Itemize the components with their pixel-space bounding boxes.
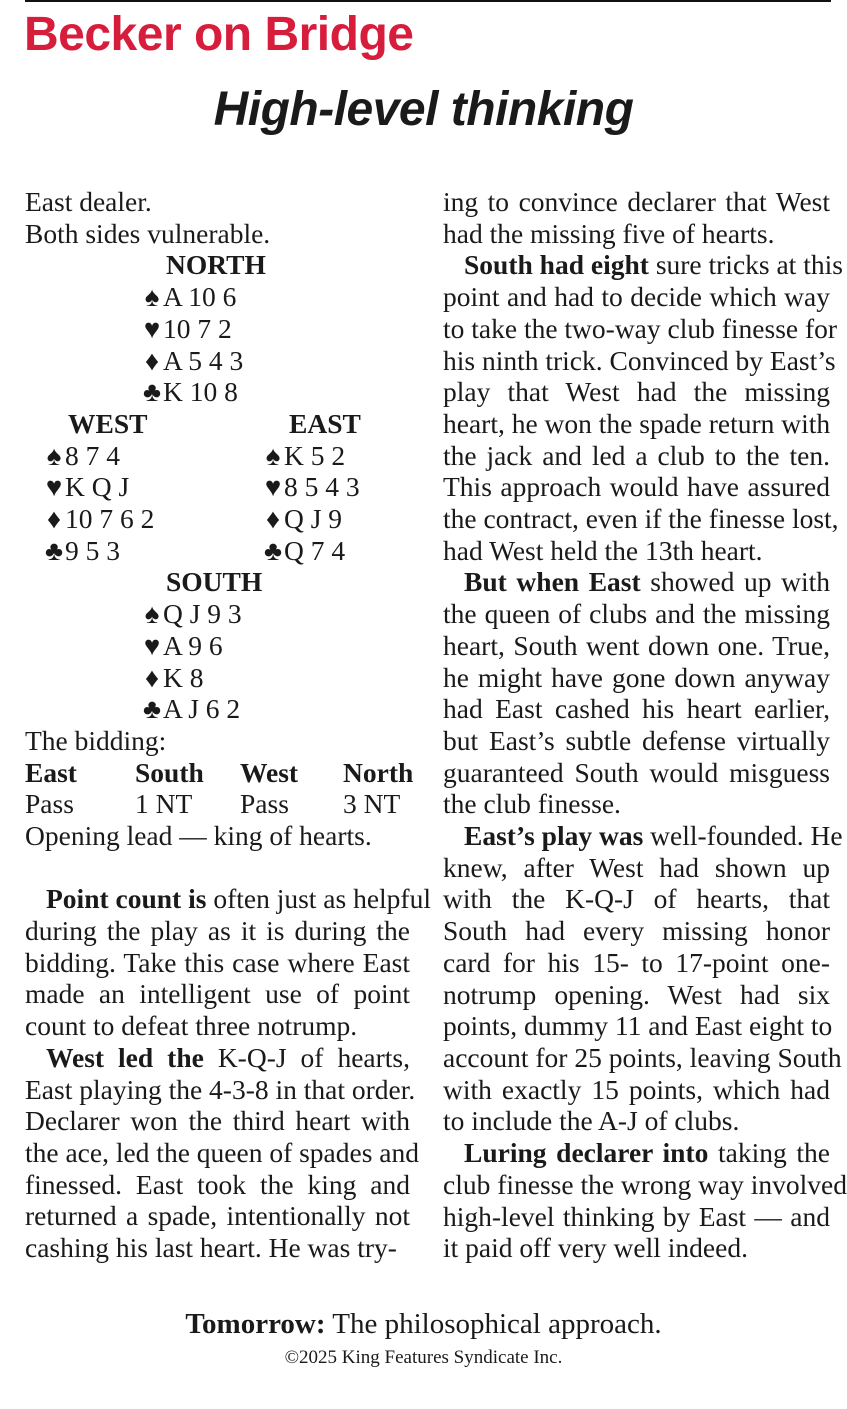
paragraph-line: heart, he won the spade return with (443, 407, 831, 439)
paragraph-line: points, dummy 11 and East eight to (443, 1010, 833, 1042)
bid-header-east: East (25, 756, 77, 788)
bid-header-north: North (343, 756, 414, 788)
bid-call-south: 1 NT (135, 788, 193, 820)
bid-header-west: West (240, 756, 299, 788)
paragraph-lead-in: But when East (464, 566, 641, 598)
paragraph-line: bidding. Take this case where East (25, 946, 410, 978)
bidding-calls-row (25, 788, 410, 820)
paragraph-line: but East’s subtle defense virtually (443, 724, 830, 756)
heart-icon: ♥ (264, 471, 282, 503)
right-column (443, 186, 847, 1264)
club-icon: ♣ (263, 534, 283, 566)
paragraph-text: well-founded. He (643, 820, 843, 852)
paragraph-lead-in: East’s play was (464, 820, 644, 852)
paragraph-line (443, 820, 843, 852)
east-clubs: Q 7 4 (284, 534, 346, 566)
south-diamonds: K 8 (163, 661, 204, 693)
heart-icon: ♥ (45, 471, 63, 503)
club-icon: ♣ (142, 376, 162, 408)
bidding-header-row (25, 756, 414, 789)
paragraph-line: club finesse the wrong way involved (443, 1168, 847, 1200)
paragraph-line: cashing his last heart. He was try- (25, 1232, 397, 1264)
left-column (25, 186, 431, 1264)
paragraph-lead-in: Luring declarer into (464, 1137, 709, 1169)
body-paragraph (443, 566, 830, 820)
tomorrow-text: The philosophical approach. (325, 1308, 662, 1340)
paragraph-line: made an intelligent use of point (25, 978, 410, 1010)
paragraph-line: the jack and led a club to the ten. (443, 439, 830, 471)
paragraph-line: notrump opening. West had six (443, 978, 830, 1010)
paragraph-line: had the missing five of hearts. (443, 217, 775, 249)
paragraph-line: guaranteed South would misguess (443, 756, 830, 788)
paragraph-line: during the play as it is during the (25, 915, 410, 947)
paragraph-line: This approach would have assured (443, 471, 830, 503)
paragraph-text: taking the (708, 1137, 830, 1169)
bid-call-north: 3 NT (343, 788, 401, 820)
paragraph-line (25, 883, 431, 915)
paragraph-text: K-Q-J of hearts, (203, 1041, 410, 1073)
paragraph-line (443, 566, 830, 598)
south-hearts: A 9 6 (163, 629, 223, 661)
body-paragraph (25, 1041, 419, 1264)
paragraph-line: count to defeat three notrump. (25, 1010, 358, 1042)
paragraph-text: often just as helpful (206, 883, 431, 915)
paragraph-line: had West held the 13th heart. (443, 534, 763, 566)
deal-diagram (25, 249, 410, 725)
paragraph-line (25, 1042, 410, 1074)
paragraph-text: showed up with (640, 566, 830, 598)
paragraph-line: play that West had the missing (443, 376, 830, 408)
south-label: SOUTH (166, 566, 263, 598)
south-clubs: A J 6 2 (163, 693, 241, 725)
east-diamonds: Q J 9 (284, 503, 343, 534)
bid-call-west: Pass (240, 788, 289, 820)
copyright-notice: ©2025 King Features Syndicate Inc. (284, 1347, 563, 1368)
body-paragraph (443, 186, 830, 249)
paragraph-line: point and had to decide which way (443, 281, 830, 313)
north-label: NORTH (166, 249, 266, 281)
paragraph-lead-in: West led the (46, 1041, 204, 1073)
paragraph-line: the queen of clubs and the missing (443, 598, 830, 630)
paragraph-line (443, 249, 843, 281)
heart-icon: ♥ (143, 629, 161, 661)
west-clubs: 9 5 3 (65, 534, 120, 566)
heart-icon: ♥ (143, 312, 161, 344)
body-paragraph (443, 249, 843, 566)
west-hand (43, 440, 154, 567)
diamond-icon: ♦ (144, 344, 160, 376)
club-icon: ♣ (44, 534, 64, 566)
south-hand (141, 598, 242, 725)
north-clubs: K 10 8 (163, 376, 238, 408)
west-hearts: K Q J (65, 471, 130, 503)
spade-icon: ♠ (144, 598, 160, 630)
paragraph-line: the club finesse. (443, 788, 621, 820)
diamond-icon: ♦ (265, 503, 281, 534)
paragraph-line: with the K-Q-J of hearts, that (443, 883, 830, 915)
north-spades: A 10 6 (163, 281, 237, 313)
spade-icon: ♠ (265, 439, 281, 471)
west-label: WEST (68, 407, 148, 439)
paragraph-line: his ninth trick. Convinced by East’s (443, 344, 836, 376)
paragraph-lead-in: South had eight (464, 249, 649, 281)
body-paragraph (443, 820, 843, 1137)
paragraph-line: to take the two-way club finesse for (443, 312, 838, 344)
body-paragraph (25, 883, 431, 1042)
tomorrow-teaser (0, 1306, 847, 1342)
paragraph-line: South had every missing honor (443, 915, 830, 947)
spade-icon: ♠ (144, 281, 160, 313)
paragraph-line: high-level thinking by East — and (443, 1200, 830, 1232)
paragraph-line: the ace, led the queen of spades and (25, 1137, 419, 1168)
west-spades: 8 7 4 (65, 439, 120, 471)
club-icon: ♣ (142, 693, 162, 725)
spade-icon: ♠ (46, 439, 62, 471)
west-diamonds: 10 7 6 2 (65, 503, 155, 534)
north-hand (141, 281, 243, 408)
column-brand-title: Becker on Bridge (24, 8, 414, 61)
north-hearts: 10 7 2 (163, 312, 232, 344)
paragraph-line (443, 1137, 830, 1169)
paragraph-line: finessed. East took the king and (25, 1168, 410, 1200)
tomorrow-label: Tomorrow: (185, 1308, 326, 1340)
east-spades: K 5 2 (284, 439, 346, 471)
paragraph-line: knew, after West had shown up (443, 851, 830, 883)
article-headline: High-level thinking (213, 83, 634, 136)
opening-lead: Opening lead — king of hearts. (25, 819, 372, 851)
east-label: EAST (289, 407, 361, 439)
top-rule (25, 0, 831, 2)
paragraph-line: account for 25 points, leaving South (443, 1041, 842, 1073)
east-hearts: 8 5 4 3 (284, 471, 360, 503)
paragraph-line: it paid off very well indeed. (443, 1232, 748, 1264)
paragraph-line: ing to convince declarer that West (443, 186, 830, 217)
left-body-text (25, 883, 431, 1264)
north-diamonds: A 5 4 3 (163, 344, 244, 376)
dealer-line: East dealer. (25, 186, 152, 217)
bid-header-south: South (135, 756, 204, 788)
paragraph-line: had East cashed his heart earlier, (443, 693, 830, 725)
bidding-title: The bidding: (25, 724, 167, 756)
east-hand (262, 440, 360, 567)
body-paragraph (443, 1137, 847, 1264)
vulnerability-line: Both sides vulnerable. (25, 217, 271, 249)
south-spades: Q J 9 3 (163, 598, 242, 630)
paragraph-line: returned a spade, intentionally not (25, 1200, 410, 1232)
paragraph-line: to include the A-J of clubs. (443, 1105, 740, 1137)
paragraph-line: card for his 15- to 17-point one- (443, 946, 830, 978)
paragraph-line: East playing the 4-3-8 in that order. (25, 1073, 416, 1105)
bid-call-east: Pass (25, 788, 74, 820)
paragraph-line: heart, South went down one. True, (443, 629, 830, 661)
paragraph-line: with exactly 15 points, which had (443, 1073, 830, 1105)
paragraph-line: he might have gone down anyway (443, 661, 830, 693)
diamond-icon: ♦ (46, 503, 62, 534)
paragraph-lead-in: Point count is (46, 883, 207, 915)
diamond-icon: ♦ (144, 661, 160, 693)
paragraph-line: the contract, even if the finesse lost, (443, 503, 839, 535)
paragraph-line: Declarer won the third heart with (25, 1105, 410, 1137)
paragraph-text: sure tricks at this (648, 249, 843, 281)
